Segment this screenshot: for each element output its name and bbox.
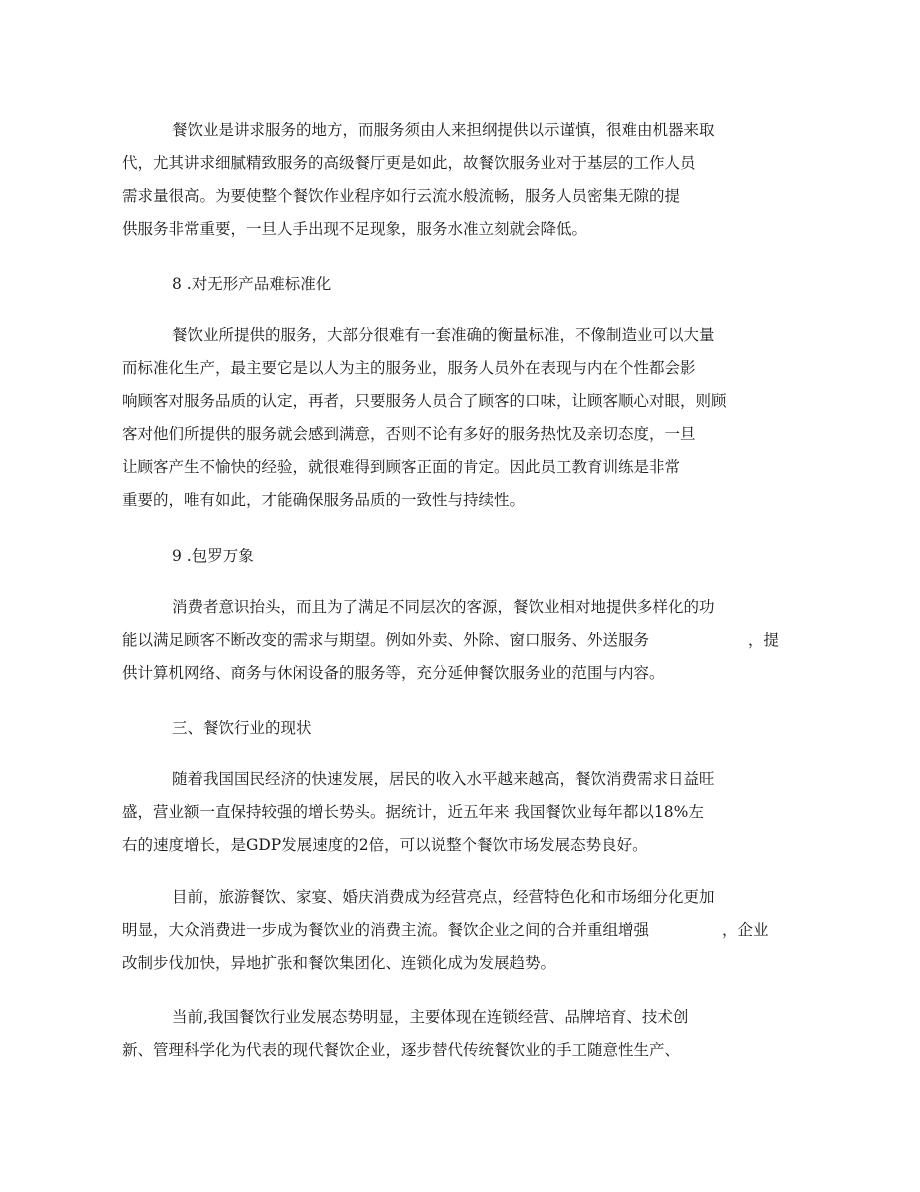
paragraph-line: 盛，营业额一直保持较强的增长势头。据统计，近五年来 我国餐饮业每年都以18%左 [122, 803, 704, 821]
section-heading-8: 8 .对无形产品难标准化 [172, 275, 332, 293]
paragraph-line: 代，尤其讲求细腻精致服务的高级餐厅更是如此，故餐饮服务业对于基层的工作人员 [122, 154, 696, 172]
paragraph-line-fragment: ，企业 [722, 921, 769, 939]
section-heading-3: 三、餐饮行业的现状 [172, 719, 312, 737]
paragraph-line: 明显，大众消费进一步成为餐饮业的消费主流。餐饮企业之间的合并重组增强 [122, 921, 650, 939]
paragraph-line-fragment: ，提 [748, 631, 780, 649]
paragraph-line: 新、管理科学化为代表的现代餐饮企业，逐步替代传统餐饮业的手工随意性生产、 [122, 1041, 681, 1059]
paragraph-line: 目前，旅游餐饮、家宴、婚庆消费成为经营亮点，经营特色化和市场细分化更加 [172, 888, 715, 906]
paragraph-line: 改制步伐加快，异地扩张和餐饮集团化、连锁化成为发展趋势。 [122, 954, 557, 972]
section-heading-9: 9 .包罗万象 [172, 547, 254, 565]
paragraph-line: 餐饮业是讲求服务的地方，而服务须由人来担纲提供以示谨慎，很难由机器来取 [172, 121, 715, 139]
paragraph-line: 餐饮业所提供的服务，大部分很难有一套准确的衡量标准，不像制造业可以大量 [172, 326, 715, 344]
paragraph-line: 当前,我国餐饮行业发展态势明显，主要体现在连锁经营、品牌培育、技术创 [172, 1008, 689, 1026]
paragraph-line: 而标准化生产，最主要它是以人为主的服务业，服务人员外在表现与内在个性都会影 [122, 359, 696, 377]
paragraph-line: 供服务非常重要，一旦人手出现不足现象，服务水准立刻就会降低。 [122, 220, 588, 238]
paragraph-line: 客对他们所提供的服务就会感到满意，否则不论有多好的服务热忱及亲切态度，一旦 [122, 425, 696, 443]
paragraph-line: 右的速度增长，是GDP发展速度的2倍，可以说整个餐饮市场发展态势良好。 [122, 836, 648, 854]
paragraph-line: 响顾客对服务品质的认定，再者，只要服务人员合了顾客的口味，让顾客顺心对眼，则顾 [122, 392, 727, 410]
paragraph-line: 能以满足顾客不断改变的需求与期望。例如外卖、外除、窗口服务、外送服务 [122, 631, 650, 649]
paragraph-line: 供计算机网络、商务与休闲设备的服务等，充分延伸餐饮服务业的范围与内容。 [122, 664, 665, 682]
paragraph-line: 消费者意识抬头，而且为了满足不同层次的客源，餐饮业相对地提供多样化的功 [172, 598, 715, 616]
paragraph-line: 让顾客产生不愉快的经验，就很难得到顾客正面的肯定。因此员工教育训练是非常 [122, 458, 681, 476]
paragraph-line: 随着我国国民经济的快速发展，居民的收入水平越来越高，餐饮消费需求日益旺 [172, 770, 715, 788]
paragraph-line: 重要的，唯有如此，才能确保服务品质的一致性与持续性。 [122, 491, 526, 509]
paragraph-line: 需求量很高。为要使整个餐饮作业程序如行云流水般流畅，服务人员密集无隙的提 [122, 187, 681, 205]
